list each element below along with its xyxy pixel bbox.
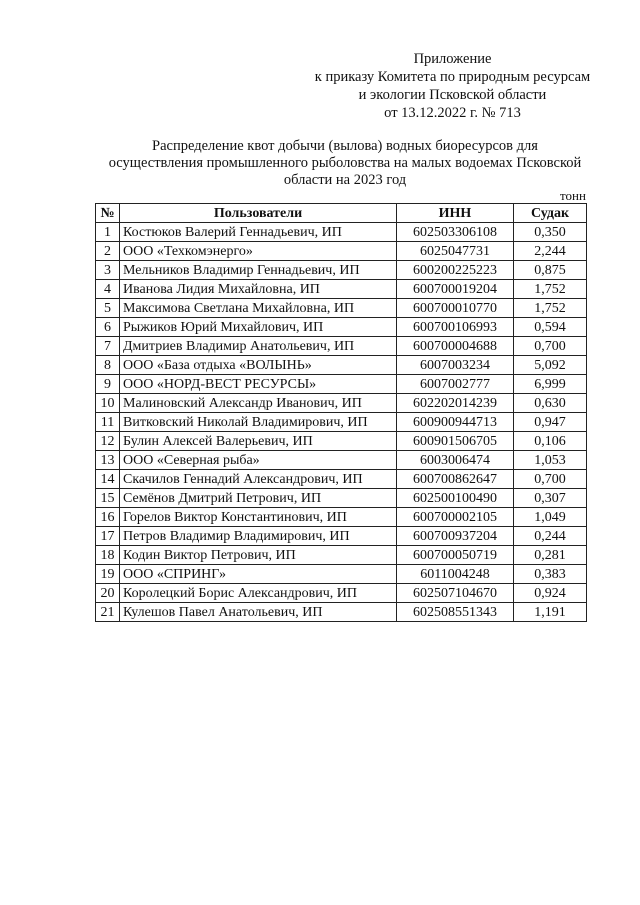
user-name: Королецкий Борис Александрович, ИП	[120, 584, 397, 603]
user-name: Иванова Лидия Михайловна, ИП	[120, 280, 397, 299]
user-name: ООО «Техкомэнерго»	[120, 242, 397, 261]
quota-table	[95, 203, 587, 622]
user-name: Булин Алексей Валерьевич, ИП	[120, 432, 397, 451]
zander-quota: 6,999	[514, 375, 587, 394]
user-name: Петров Владимир Владимирович, ИП	[120, 527, 397, 546]
row-number: 14	[96, 470, 120, 489]
inn-value: 600700106993	[397, 318, 514, 337]
row-number: 19	[96, 565, 120, 584]
table-row	[96, 546, 587, 565]
zander-quota: 0,700	[514, 470, 587, 489]
user-name: Дмитриев Владимир Анатольевич, ИП	[120, 337, 397, 356]
table-header-row	[96, 204, 587, 223]
user-name: ООО «НОРД-ВЕСТ РЕСУРСЫ»	[120, 375, 397, 394]
zander-quota: 0,106	[514, 432, 587, 451]
zander-quota: 1,049	[514, 508, 587, 527]
appendix-committee: и экологии Псковской области	[358, 87, 547, 103]
user-name: Костюков Валерий Геннадьевич, ИП	[120, 223, 397, 242]
user-name: ООО «СПРИНГ»	[120, 565, 397, 584]
table-row	[96, 375, 587, 394]
user-name: ООО «Северная рыба»	[120, 451, 397, 470]
zander-quota: 1,053	[514, 451, 587, 470]
row-number: 11	[96, 413, 120, 432]
zander-quota: 0,924	[514, 584, 587, 603]
zander-quota: 0,700	[514, 337, 587, 356]
zander-quota: 0,947	[514, 413, 587, 432]
user-name: Малиновский Александр Иванович, ИП	[120, 394, 397, 413]
table-row	[96, 299, 587, 318]
row-number: 10	[96, 394, 120, 413]
user-name: Горелов Виктор Константинович, ИП	[120, 508, 397, 527]
inn-value: 602503306108	[397, 223, 514, 242]
document-title	[95, 138, 595, 189]
inn-value: 600900944713	[397, 413, 514, 432]
header-users: Пользователи	[120, 204, 397, 223]
title-line-3: области на 2023 год	[283, 172, 407, 188]
zander-quota: 2,244	[514, 242, 587, 261]
inn-value: 602202014239	[397, 394, 514, 413]
user-name: Скачилов Геннадий Александрович, ИП	[120, 470, 397, 489]
inn-value: 600700004688	[397, 337, 514, 356]
table-row	[96, 394, 587, 413]
inn-value: 600200225223	[397, 261, 514, 280]
user-name: Мельников Владимир Геннадьевич, ИП	[120, 261, 397, 280]
user-name: Семёнов Дмитрий Петрович, ИП	[120, 489, 397, 508]
inn-value: 6007002777	[397, 375, 514, 394]
inn-value: 6007003234	[397, 356, 514, 375]
row-number: 20	[96, 584, 120, 603]
table-row	[96, 451, 587, 470]
header-number: №	[96, 204, 120, 223]
table-row	[96, 280, 587, 299]
table-row	[96, 242, 587, 261]
table-row	[96, 261, 587, 280]
inn-value: 602507104670	[397, 584, 514, 603]
zander-quota: 0,875	[514, 261, 587, 280]
row-number: 4	[96, 280, 120, 299]
table-row	[96, 489, 587, 508]
inn-value: 602508551343	[397, 603, 514, 622]
header-zander: Судак	[514, 204, 587, 223]
table-row	[96, 337, 587, 356]
zander-quota: 0,630	[514, 394, 587, 413]
inn-value: 602500100490	[397, 489, 514, 508]
title-line-1: Распределение квот добычи (вылова) водных биоресурсов для	[152, 138, 538, 154]
user-name: Кулешов Павел Анатольевич, ИП	[120, 603, 397, 622]
row-number: 5	[96, 299, 120, 318]
inn-value: 600700937204	[397, 527, 514, 546]
zander-quota: 1,191	[514, 603, 587, 622]
zander-quota: 0,281	[514, 546, 587, 565]
header-inn: ИНН	[397, 204, 514, 223]
row-number: 3	[96, 261, 120, 280]
zander-quota: 1,752	[514, 280, 587, 299]
row-number: 1	[96, 223, 120, 242]
table-row	[96, 413, 587, 432]
table-row	[96, 527, 587, 546]
user-name: Рыжиков Юрий Михайлович, ИП	[120, 318, 397, 337]
table-row	[96, 318, 587, 337]
appendix-header	[0, 50, 640, 122]
row-number: 21	[96, 603, 120, 622]
table-row	[96, 508, 587, 527]
row-number: 12	[96, 432, 120, 451]
inn-value: 600700050719	[397, 546, 514, 565]
inn-value: 6025047731	[397, 242, 514, 261]
inn-value: 600700019204	[397, 280, 514, 299]
zander-quota: 1,752	[514, 299, 587, 318]
user-name: Кодин Виктор Петрович, ИП	[120, 546, 397, 565]
row-number: 6	[96, 318, 120, 337]
zander-quota: 0,307	[514, 489, 587, 508]
zander-quota: 0,350	[514, 223, 587, 242]
inn-value: 6003006474	[397, 451, 514, 470]
appendix-order-ref: к приказу Комитета по природным ресурсам	[314, 69, 591, 85]
unit-label: тонн	[560, 188, 586, 203]
user-name: ООО «База отдыха «ВОЛЫНЬ»	[120, 356, 397, 375]
table-row	[96, 223, 587, 242]
row-number: 15	[96, 489, 120, 508]
zander-quota: 0,594	[514, 318, 587, 337]
row-number: 13	[96, 451, 120, 470]
table-row	[96, 584, 587, 603]
row-number: 2	[96, 242, 120, 261]
inn-value: 600700002105	[397, 508, 514, 527]
appendix-label: Приложение	[413, 51, 492, 67]
appendix-date-number: от 13.12.2022 г. № 713	[384, 105, 521, 121]
zander-quota: 0,244	[514, 527, 587, 546]
inn-value: 600901506705	[397, 432, 514, 451]
inn-value: 6011004248	[397, 565, 514, 584]
inn-value: 600700010770	[397, 299, 514, 318]
table-row	[96, 565, 587, 584]
table-row	[96, 470, 587, 489]
table-row	[96, 356, 587, 375]
table-row	[96, 432, 587, 451]
row-number: 17	[96, 527, 120, 546]
zander-quota: 0,383	[514, 565, 587, 584]
user-name: Витковский Николай Владимирович, ИП	[120, 413, 397, 432]
zander-quota: 5,092	[514, 356, 587, 375]
row-number: 8	[96, 356, 120, 375]
title-line-2: осуществления промышленного рыболовства на малых водоемах Псковской	[108, 155, 582, 171]
inn-value: 600700862647	[397, 470, 514, 489]
table-row	[96, 603, 587, 622]
row-number: 9	[96, 375, 120, 394]
row-number: 7	[96, 337, 120, 356]
row-number: 16	[96, 508, 120, 527]
row-number: 18	[96, 546, 120, 565]
user-name: Максимова Светлана Михайловна, ИП	[120, 299, 397, 318]
